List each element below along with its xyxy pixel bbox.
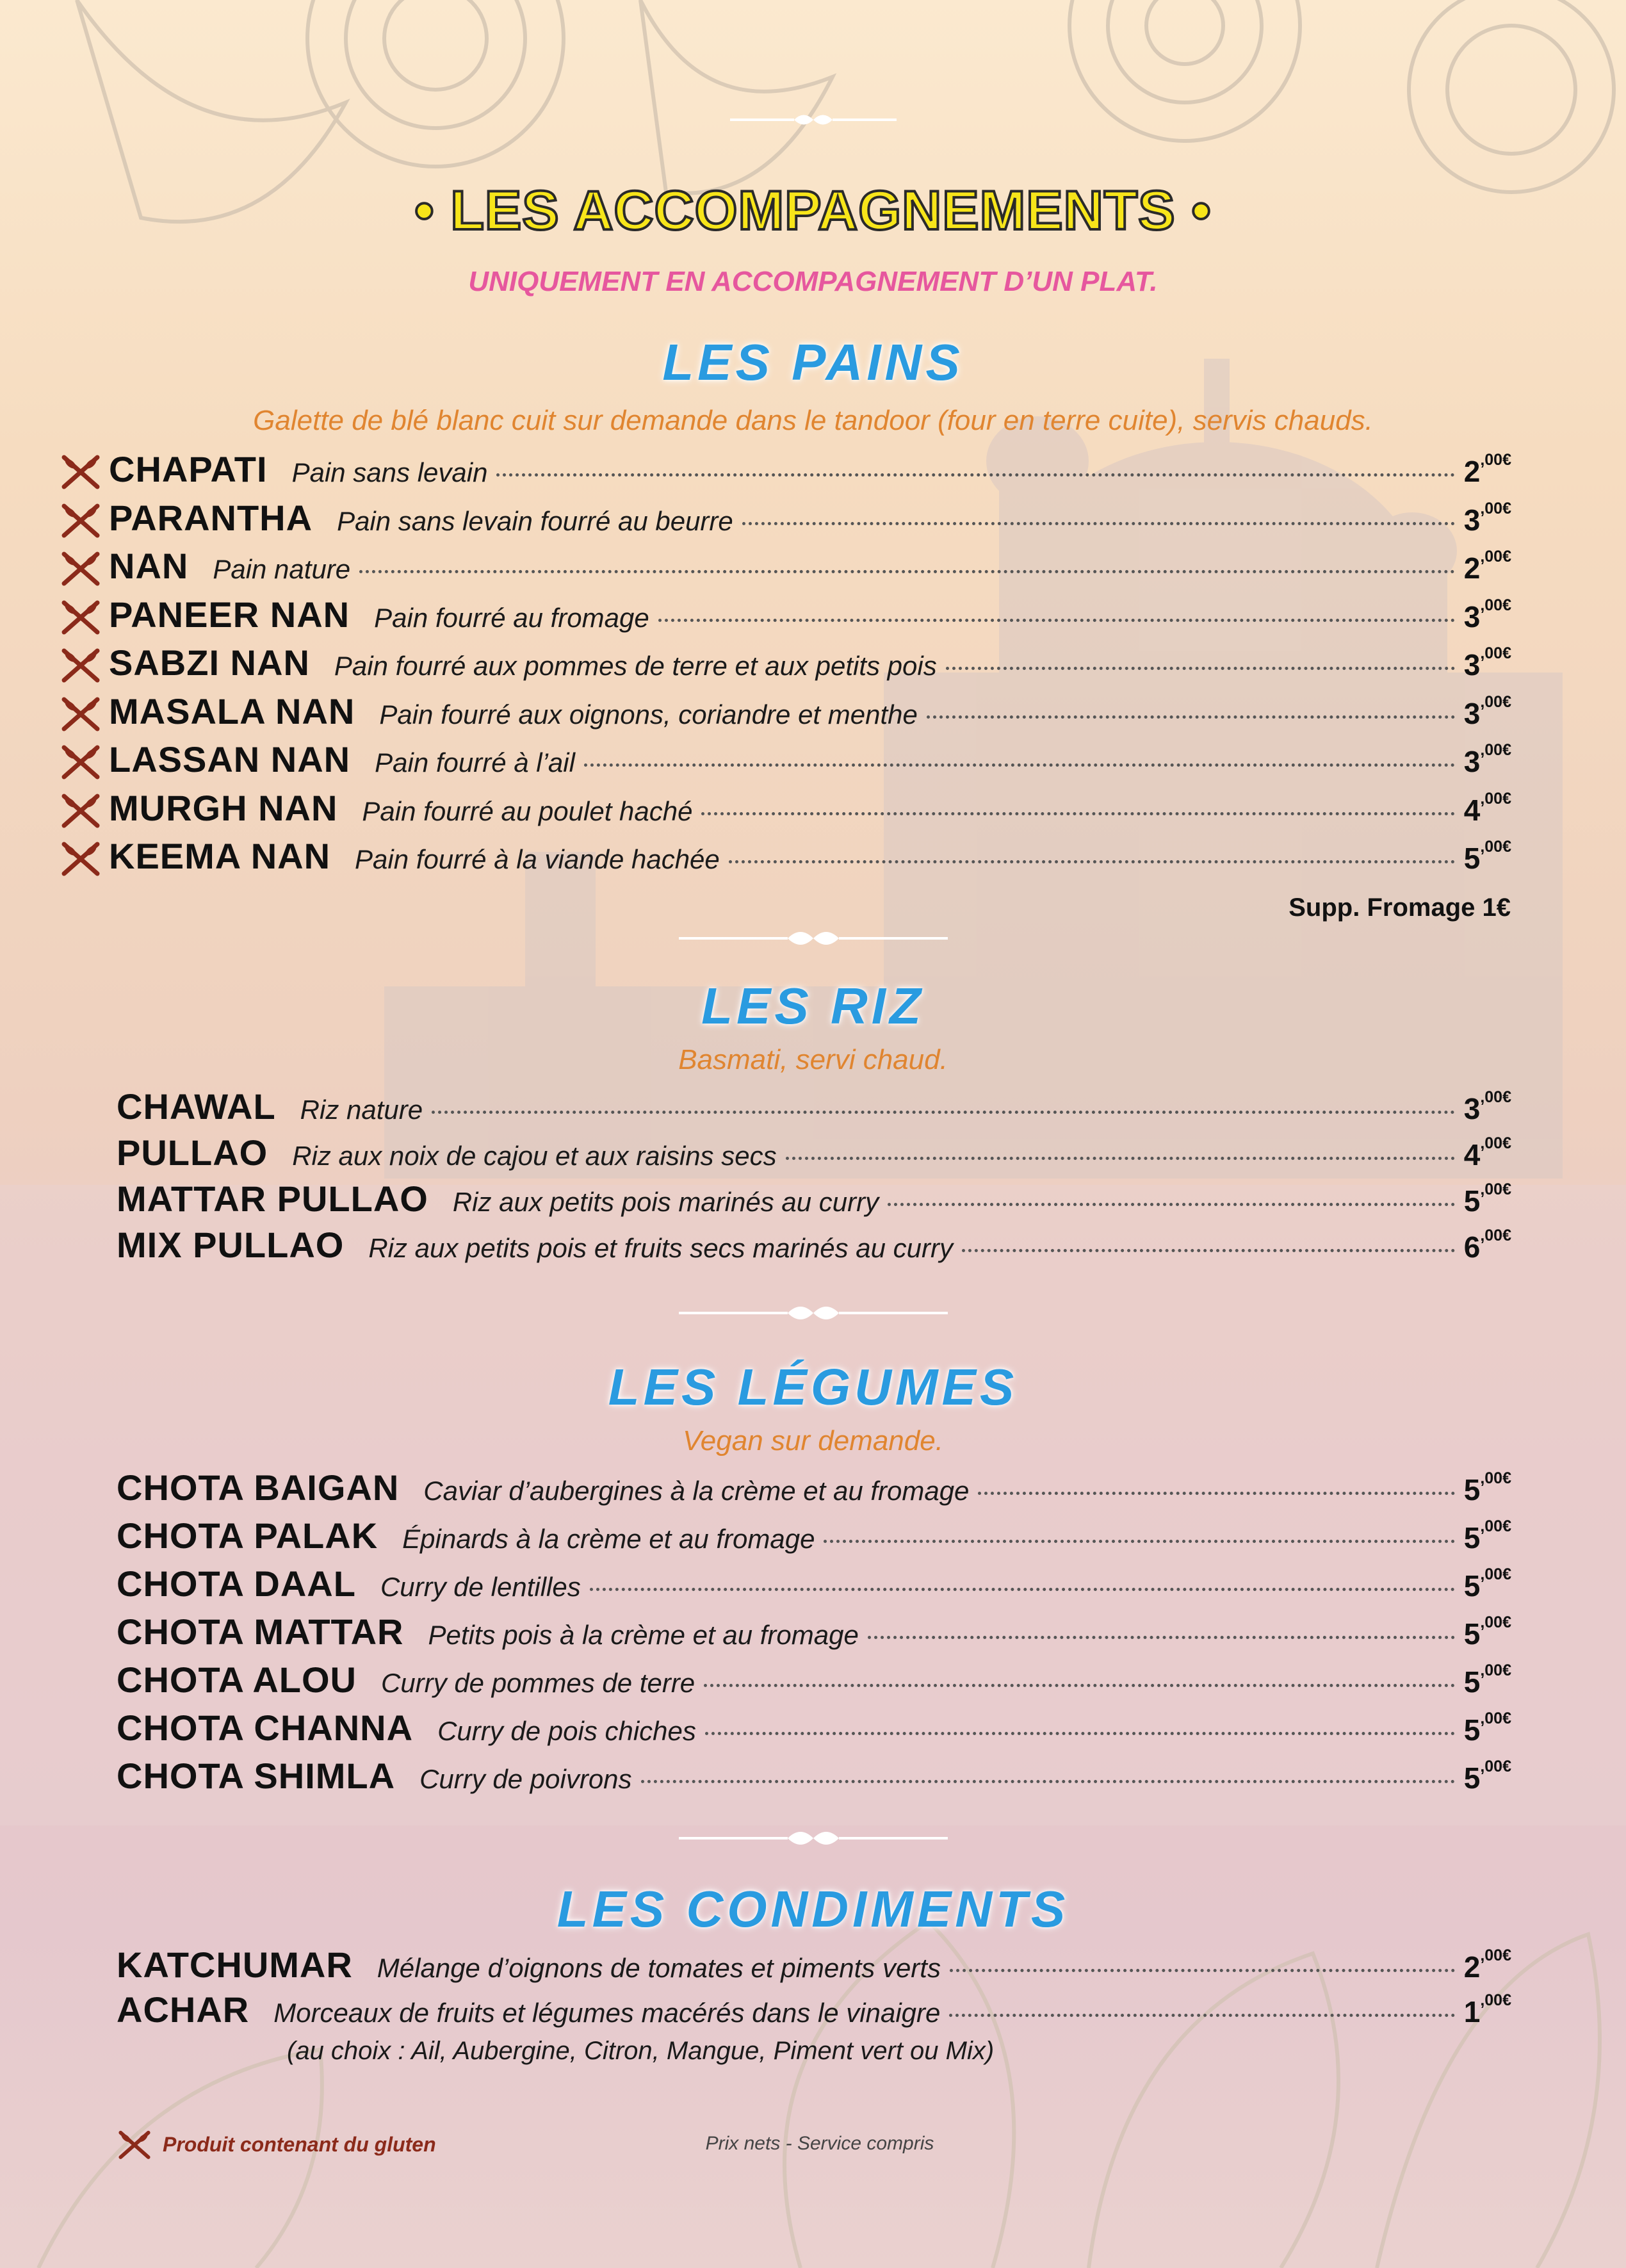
dish-price: $3^{,00€}$ (1463, 692, 1511, 730)
section-title-legumes: LES LÉGUMES (608, 1358, 1018, 1415)
menu-item-row (117, 1989, 1511, 2035)
price-cents: ,00€ (1480, 1469, 1511, 1487)
dot-leader (704, 1684, 1455, 1687)
dot-leader (590, 1588, 1455, 1591)
menu-item-row (117, 1467, 1511, 1513)
dish-description: Pain fourré aux oignons, coriandre et menthe (379, 699, 918, 730)
price-cents: ,00€ (1480, 1661, 1511, 1679)
menu-item-row (117, 1132, 1511, 1178)
dot-leader (359, 570, 1455, 573)
dish-name: PULLAO (117, 1132, 268, 1173)
dish-description: Pain sans levain fourré au beurre (337, 505, 733, 536)
menu-item-row (117, 1178, 1511, 1224)
menu-item-row (58, 642, 1511, 688)
crossed-wheat-icon (115, 2126, 154, 2162)
dish-price: $3^{,00€}$ (1463, 1088, 1511, 1125)
ornament-divider-icon (679, 1825, 948, 1851)
dot-leader (950, 1969, 1455, 1972)
price-cents: ,00€ (1480, 1709, 1511, 1727)
dish-price: $5^{,00€}$ (1463, 1758, 1511, 1795)
dish-price: $4^{,00€}$ (1463, 1134, 1511, 1171)
price-cents: ,00€ (1480, 499, 1511, 518)
dish-name: CHOTA CHANNA (117, 1708, 414, 1748)
price-cents: ,00€ (1480, 596, 1511, 614)
dish-price: $5^{,00€}$ (1463, 1709, 1511, 1747)
dish-name: CHOTA SHIMLA (117, 1756, 396, 1796)
dish-description: Pain fourré au poulet haché (362, 795, 693, 826)
dot-leader (868, 1636, 1455, 1639)
dish-name: CHAPATI (109, 449, 268, 489)
dot-leader (946, 667, 1455, 670)
dish-name: NAN (109, 546, 189, 586)
page-subtitle: UNIQUEMENT EN ACCOMPAGNEMENT D’UN PLAT. (468, 266, 1158, 297)
menu-item-row (58, 835, 1511, 881)
menu-item-row (117, 1707, 1511, 1753)
dish-description: Curry de poivrons (419, 1764, 632, 1794)
dot-leader (432, 1111, 1455, 1114)
dot-leader (824, 1540, 1454, 1543)
ornament-divider-icon (679, 926, 948, 951)
menu-item-row (117, 1086, 1511, 1132)
menu-item-row (117, 1563, 1511, 1609)
dot-leader (705, 1732, 1455, 1735)
price-cents: ,00€ (1480, 1991, 1511, 2009)
section-title-condiments: LES CONDIMENTS (557, 1880, 1069, 1938)
menu-item-row (117, 1611, 1511, 1657)
menu-item-row (117, 1224, 1511, 1270)
dish-price: $2^{,00€}$ (1463, 451, 1511, 488)
dish-name: ACHAR (117, 1989, 250, 2030)
menu-item-row (58, 497, 1511, 543)
gluten-icon (58, 839, 104, 877)
price-cents: ,00€ (1480, 1565, 1511, 1583)
gluten-icon (58, 791, 104, 829)
supplement-note: Supp. Fromage 1€ (1289, 893, 1511, 922)
dish-description: Pain fourré à l’ail (375, 747, 575, 778)
dish-name: CHOTA BAIGAN (117, 1467, 400, 1508)
dish-price: $1^{,00€}$ (1463, 1991, 1511, 2028)
dish-description: Riz aux petits pois et fruits secs marinés au curry (368, 1233, 953, 1263)
dish-description: Morceaux de fruits et légumes macérés dans le vinaigre (273, 1998, 941, 2028)
dot-leader (641, 1780, 1455, 1783)
dish-price: $5^{,00€}$ (1463, 838, 1511, 875)
price-cents: ,00€ (1480, 451, 1511, 469)
menu-item-row (58, 738, 1511, 785)
price-cents: ,00€ (1480, 644, 1511, 662)
dish-description: Curry de lentilles (380, 1572, 581, 1602)
dish-name: MASALA NAN (109, 690, 355, 731)
achar-choice-note: (au choix : Ail, Aubergine, Citron, Mangue, Piment vert ou Mix) (287, 2037, 995, 2065)
gluten-icon (58, 646, 104, 684)
dish-name: MURGH NAN (109, 787, 338, 828)
dish-name: PARANTHA (109, 497, 313, 538)
dish-price: $5^{,00€}$ (1463, 1469, 1511, 1506)
section-note-legumes: Vegan sur demande. (683, 1425, 943, 1456)
dot-leader (729, 860, 1455, 863)
dot-leader (978, 1492, 1454, 1495)
dot-leader (949, 2014, 1454, 2017)
dish-name: CHOTA ALOU (117, 1660, 357, 1700)
dish-name: MIX PULLAO (117, 1225, 345, 1265)
gluten-icon (58, 549, 104, 587)
dish-price: $4^{,00€}$ (1463, 789, 1511, 827)
menu-item-row (117, 1515, 1511, 1561)
dot-leader (927, 715, 1455, 719)
gluten-icon (58, 452, 104, 491)
dish-description: Curry de pois chiches (437, 1716, 696, 1746)
price-cents: ,00€ (1480, 1758, 1511, 1775)
dish-name: CHAWAL (117, 1086, 276, 1127)
section-note-riz: Basmati, servi chaud. (678, 1044, 948, 1075)
dish-description: Mélange d’oignons de tomates et piments verts (377, 1953, 941, 1983)
dish-price: $5^{,00€}$ (1463, 1180, 1511, 1218)
dish-description: Pain sans levain (291, 457, 488, 487)
price-cents: ,00€ (1480, 1134, 1511, 1152)
menu-item-row (117, 1755, 1511, 1801)
price-cents: ,00€ (1480, 838, 1511, 856)
dish-price: $3^{,00€}$ (1463, 741, 1511, 778)
price-cents: ,00€ (1480, 789, 1511, 808)
page-title: • LES ACCOMPAGNEMENTS • (414, 180, 1212, 241)
dot-leader (888, 1203, 1455, 1206)
price-cents: ,00€ (1480, 1613, 1511, 1631)
dish-description: Riz aux noix de cajou et aux raisins secs (292, 1141, 777, 1171)
menu-item-row (117, 1944, 1511, 1990)
dot-leader (742, 522, 1455, 525)
dish-description: Épinards à la crème et au fromage (402, 1524, 815, 1554)
dish-name: LASSAN NAN (109, 739, 351, 779)
dish-price: $3^{,00€}$ (1463, 644, 1511, 681)
dot-leader (962, 1249, 1455, 1252)
dot-leader (786, 1157, 1455, 1160)
price-cents: ,00€ (1480, 1946, 1511, 1964)
section-title-pains: LES PAINS (662, 334, 964, 391)
price-cents: ,00€ (1480, 1517, 1511, 1535)
price-cents: ,00€ (1480, 741, 1511, 759)
dish-description: Pain fourré aux pommes de terre et aux petits pois (334, 651, 937, 681)
price-cents: ,00€ (1480, 692, 1511, 711)
section-note-pains: Galette de blé blanc cuit sur demande dans le tandoor (four en terre cuite), servis chauds. (253, 405, 1373, 436)
dish-price: $5^{,00€}$ (1463, 1565, 1511, 1603)
menu-item-row (117, 1659, 1511, 1705)
dish-description: Pain fourré à la viande hachée (355, 844, 720, 874)
dish-name: CHOTA DAAL (117, 1563, 356, 1604)
menu-item-row (58, 787, 1511, 833)
price-cents: ,00€ (1480, 548, 1511, 566)
dish-description: Caviar d’aubergines à la crème et au fromage (423, 1476, 970, 1506)
ornament-divider-icon (730, 110, 897, 129)
menu-item-row (58, 690, 1511, 737)
dish-price: $5^{,00€}$ (1463, 1613, 1511, 1651)
dot-leader (658, 619, 1455, 622)
dish-name: KEEMA NAN (109, 836, 331, 876)
gluten-icon (58, 742, 104, 781)
footer-price-note: Prix nets - Service compris (705, 2133, 934, 2154)
dish-name: CHOTA MATTAR (117, 1611, 404, 1652)
dish-description: Pain fourré au fromage (374, 602, 649, 633)
dish-price: $5^{,00€}$ (1463, 1517, 1511, 1554)
dish-price: $2^{,00€}$ (1463, 548, 1511, 585)
dish-name: PANEER NAN (109, 594, 350, 635)
price-cents: ,00€ (1480, 1088, 1511, 1106)
dish-price: $3^{,00€}$ (1463, 499, 1511, 537)
gluten-icon (58, 501, 104, 539)
ornament-divider-icon (679, 1300, 948, 1326)
dish-price: $6^{,00€}$ (1463, 1227, 1511, 1264)
dish-price: $3^{,00€}$ (1463, 596, 1511, 633)
dot-leader (496, 473, 1454, 477)
dish-description: Pain nature (213, 554, 351, 584)
price-cents: ,00€ (1480, 1227, 1511, 1244)
dish-name: KATCHUMAR (117, 1945, 353, 1985)
dish-price: $2^{,00€}$ (1463, 1946, 1511, 1984)
dish-description: Petits pois à la crème et au fromage (428, 1620, 859, 1650)
gluten-legend (115, 2126, 436, 2162)
menu-item-row (58, 448, 1511, 494)
dish-price: $5^{,00€}$ (1463, 1661, 1511, 1699)
dish-name: CHOTA PALAK (117, 1515, 378, 1556)
dish-name: MATTAR PULLAO (117, 1179, 428, 1219)
dot-leader (584, 763, 1455, 767)
dish-name: SABZI NAN (109, 642, 310, 683)
section-title-riz: LES RIZ (701, 977, 925, 1034)
gluten-icon (58, 598, 104, 636)
gluten-legend-label: Produit contenant du gluten (163, 2132, 436, 2156)
dish-description: Curry de pommes de terre (380, 1668, 695, 1698)
price-cents: ,00€ (1480, 1180, 1511, 1198)
menu-item-row (58, 594, 1511, 640)
gluten-icon (58, 694, 104, 733)
dish-description: Riz aux petits pois marinés au curry (452, 1187, 879, 1217)
menu-item-row (58, 545, 1511, 591)
dot-leader (701, 812, 1454, 815)
dish-description: Riz nature (300, 1095, 423, 1125)
